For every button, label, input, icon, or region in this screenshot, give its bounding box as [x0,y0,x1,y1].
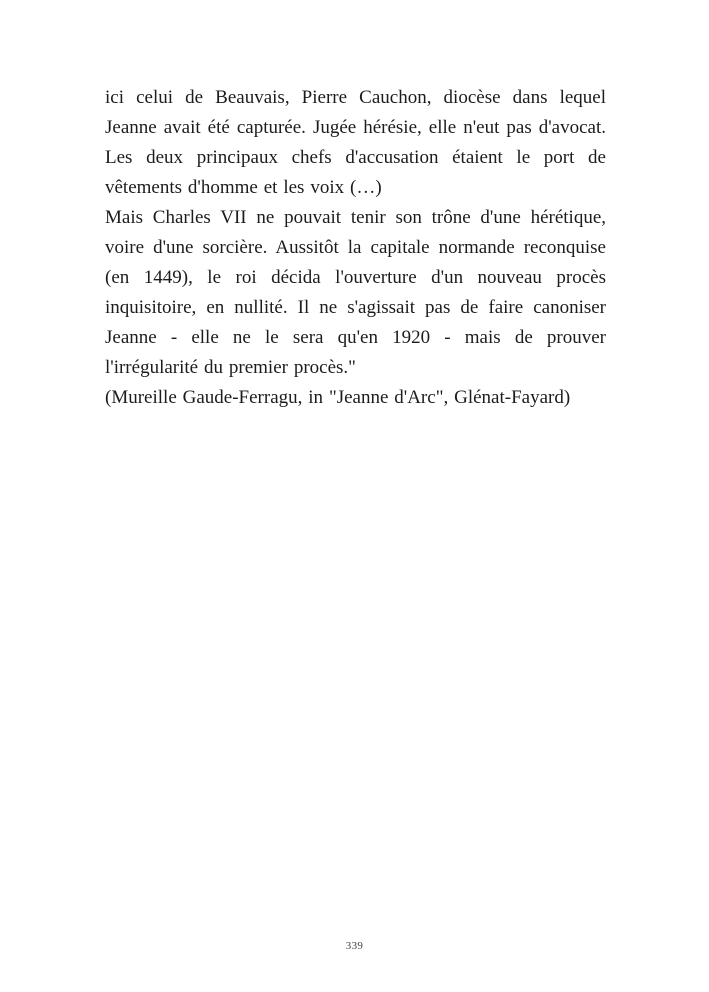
paragraph-citation: (Mureille Gaude-Ferragu, in "Jeanne d'Arc", Glénat-Fayard) [105,387,571,408]
paragraph-charles-vii: Mais Charles VII ne pouvait tenir son trône d'une hérétique, voire d'une sorcière. Aussitôt la capitale normande reconquise (en 1449), le roi décida l'ouverture d'un nouveau procès inquisitoire, en nullité. Il ne s'agissait pas de faire canoniser Jeanne - elle ne le sera qu'en 1920 - mais de prouver l'irrégularité du premier procès." [105,207,606,378]
body-text [105,83,606,413]
paragraph-accusation: ici celui de Beauvais, Pierre Cauchon, diocèse dans lequel Jeanne avait été capturée. Jugée hérésie, elle n'eut pas d'avocat. Les deux principaux chefs d'accusation étaient le port de vêtements d'homme et les voix (…) [105,87,606,198]
page-number: 339 [345,940,364,952]
